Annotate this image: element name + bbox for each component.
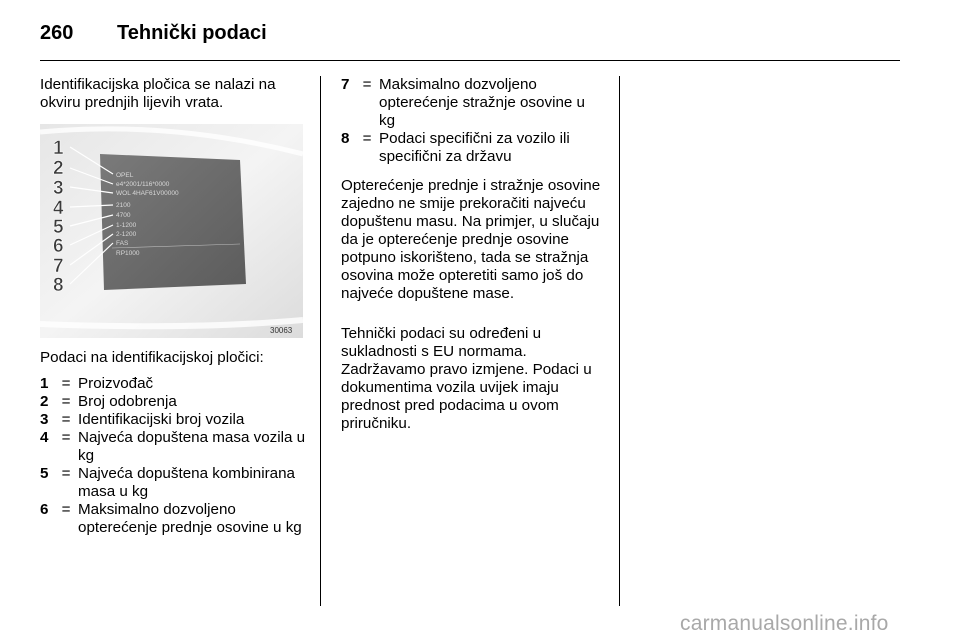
- callout-7: 7: [53, 256, 64, 277]
- item-text: Najveća dopuštena masa vozila u kg: [78, 429, 306, 464]
- item-separator: =: [61, 501, 71, 518]
- header-rule: [40, 60, 900, 61]
- page-header: [0, 0, 960, 62]
- plate-line-6: 1-1200: [116, 222, 137, 229]
- paragraph-eu-norms: Tehnički podaci su određeni u sukladnosti s EU normama.: [341, 325, 542, 360]
- item-number: 3: [40, 411, 49, 428]
- list-item-7: [341, 76, 603, 130]
- item-separator: =: [362, 76, 372, 93]
- list-item-8: [341, 130, 603, 166]
- list-item-4: [40, 429, 308, 465]
- item-text: Maksimalno dozvoljeno opterećenje prednje osovine u kg: [78, 501, 302, 536]
- item-number: 4: [40, 429, 49, 446]
- item-number: 8: [341, 130, 350, 147]
- list-item-1: [40, 375, 308, 393]
- column-divider-2: [619, 76, 620, 606]
- item-text: Podaci specifični za vozilo ili specifični za državu: [379, 130, 570, 165]
- definition-list-right: [341, 76, 603, 166]
- item-text: Identifikacijski broj vozila: [78, 411, 245, 428]
- paragraph-rights: Zadržavamo pravo izmjene. Podaci u dokumentima vozila uvijek imaju prednost pred podacima u ovom priručniku.: [341, 361, 592, 432]
- list-item-2: [40, 393, 308, 411]
- item-separator: =: [61, 429, 71, 446]
- list-item-3: [40, 411, 308, 429]
- plate-line-4: 2100: [116, 202, 131, 209]
- item-separator: =: [61, 465, 71, 482]
- plate-line-9: RP1000: [116, 250, 140, 257]
- plate-line-5: 4700: [116, 212, 131, 219]
- page-number: 260: [40, 22, 74, 44]
- plate-line-2: e4*2001/116*0000: [116, 181, 170, 188]
- plate-line-8: FAS: [116, 240, 129, 247]
- column-divider-1: [320, 76, 321, 606]
- item-text: Najveća dopuštena kombinirana masa u kg: [78, 465, 295, 500]
- definition-list-left: [40, 375, 308, 537]
- callout-1: 1: [53, 138, 64, 159]
- callout-5: 5: [53, 217, 64, 238]
- figure-code: 30063: [270, 326, 293, 335]
- item-separator: =: [61, 411, 71, 428]
- item-number: 5: [40, 465, 49, 482]
- intro-text: Identifikacijska pločica se nalazi na okviru prednjih lijevih vrata.: [40, 76, 276, 111]
- item-number: 1: [40, 375, 49, 392]
- item-text: Broj odobrenja: [78, 393, 177, 410]
- paragraph-axle-load: Opterećenje prednje i stražnje osovine zajedno ne smije prekoračiti najveću dopuštenu masu. Na primjer, u slučaju da je opterećenje prednje osovine potpuno iskorišteno, tada se stražnja osovina može opteretiti samo još do najveće dopuštene mase.: [341, 177, 601, 302]
- watermark: carmanualsonline.info: [680, 612, 889, 635]
- list-item-6: [40, 501, 308, 537]
- plate-line-3: WOL 4HAF61V00000: [116, 190, 179, 197]
- item-separator: =: [362, 130, 372, 147]
- plate-line-7: 2-1200: [116, 231, 137, 238]
- item-separator: =: [61, 393, 71, 410]
- identification-plate-figure: [40, 124, 303, 338]
- callout-3: 3: [53, 178, 64, 199]
- plate-line-1: OPEL: [116, 172, 134, 179]
- item-number: 7: [341, 76, 350, 93]
- item-separator: =: [61, 375, 71, 392]
- item-text: Proizvođač: [78, 375, 154, 392]
- callout-2: 2: [53, 158, 64, 179]
- callout-8: 8: [53, 275, 64, 296]
- item-text: Maksimalno dozvoljeno opterećenje stražnje osovine u kg: [379, 76, 586, 129]
- callout-4: 4: [53, 198, 64, 219]
- item-number: 6: [40, 501, 49, 518]
- callout-6: 6: [53, 236, 64, 257]
- figure-caption: Podaci na identifikacijskoj pločici:: [40, 349, 264, 366]
- page-title: Tehnički podaci: [117, 22, 267, 44]
- list-item-5: [40, 465, 308, 501]
- item-number: 2: [40, 393, 49, 410]
